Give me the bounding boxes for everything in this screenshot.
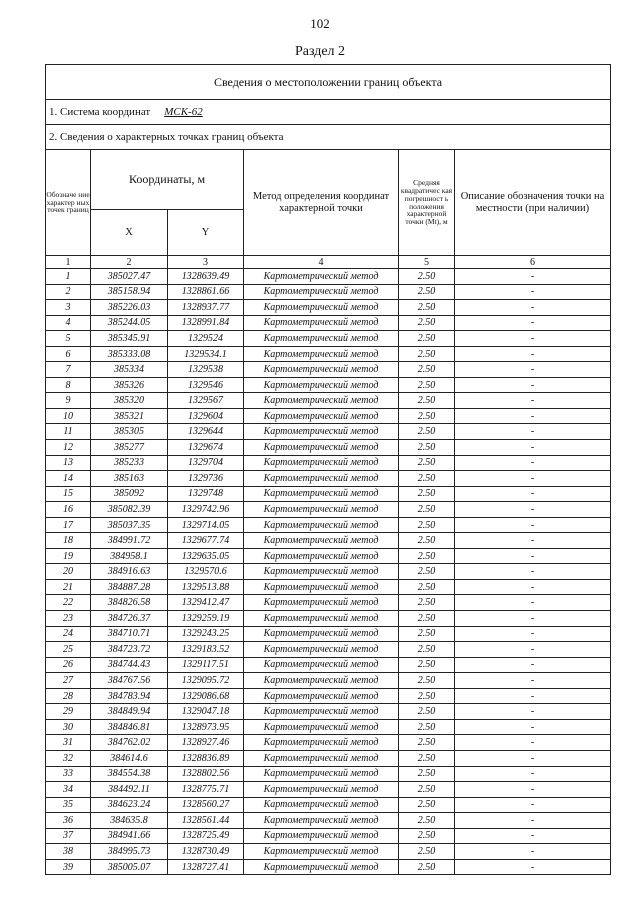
table-row	[46, 393, 611, 409]
point-number-cell: 5	[46, 331, 91, 347]
boundary-table	[45, 64, 611, 875]
x-coordinate-cell: 385226.03	[91, 300, 168, 316]
x-coordinate-cell: 384958.1	[91, 548, 168, 564]
y-coordinate-cell: 1328991.84	[168, 315, 244, 331]
column-number-row	[46, 256, 611, 269]
method-cell: Картометрический метод	[244, 735, 399, 751]
y-coordinate-cell: 1329714.05	[168, 517, 244, 533]
y-coordinate-cell: 1328727.41	[168, 859, 244, 875]
x-coordinate-cell: 384623.24	[91, 797, 168, 813]
x-coordinate-cell: 384726.37	[91, 611, 168, 627]
x-coordinate-cell: 384710.71	[91, 626, 168, 642]
column-number: 1	[46, 256, 91, 269]
method-cell: Картометрический метод	[244, 564, 399, 580]
table-row	[46, 595, 611, 611]
accuracy-cell: 2.50	[399, 782, 455, 798]
point-number-cell: 32	[46, 750, 91, 766]
method-cell: Картометрический метод	[244, 362, 399, 378]
method-cell: Картометрический метод	[244, 517, 399, 533]
description-cell: -	[455, 719, 611, 735]
table-row	[46, 362, 611, 378]
point-number-cell: 29	[46, 704, 91, 720]
y-coordinate-cell: 1329259.19	[168, 611, 244, 627]
x-coordinate-cell: 385333.08	[91, 346, 168, 362]
table-row	[46, 642, 611, 658]
column-number: 6	[455, 256, 611, 269]
point-number-cell: 17	[46, 517, 91, 533]
x-coordinate-cell: 384916.63	[91, 564, 168, 580]
description-cell: -	[455, 502, 611, 518]
point-number-cell: 21	[46, 579, 91, 595]
table-row	[46, 455, 611, 471]
y-coordinate-cell: 1328836.89	[168, 750, 244, 766]
description-cell: -	[455, 471, 611, 487]
point-number-cell: 37	[46, 828, 91, 844]
table-row	[46, 424, 611, 440]
method-cell: Картометрический метод	[244, 813, 399, 829]
column-number: 2	[91, 256, 168, 269]
y-coordinate-cell: 1329748	[168, 486, 244, 502]
description-cell: -	[455, 642, 611, 658]
table-row	[46, 502, 611, 518]
coord-system-label: 1. Система координат	[49, 106, 151, 118]
description-cell: -	[455, 455, 611, 471]
x-coordinate-cell: 385244.05	[91, 315, 168, 331]
header-description: Описание обозначения точки на местности (при наличии)	[455, 150, 611, 256]
table-row	[46, 828, 611, 844]
x-coordinate-cell: 384635.8	[91, 813, 168, 829]
point-number-cell: 4	[46, 315, 91, 331]
table-row	[46, 284, 611, 300]
coord-system-line	[46, 100, 611, 125]
description-cell: -	[455, 486, 611, 502]
method-cell: Картометрический метод	[244, 766, 399, 782]
description-cell: -	[455, 548, 611, 564]
description-cell: -	[455, 673, 611, 689]
method-cell: Картометрический метод	[244, 455, 399, 471]
point-number-cell: 24	[46, 626, 91, 642]
method-cell: Картометрический метод	[244, 440, 399, 456]
accuracy-cell: 2.50	[399, 393, 455, 409]
column-number: 3	[168, 256, 244, 269]
accuracy-cell: 2.50	[399, 377, 455, 393]
point-number-cell: 12	[46, 440, 91, 456]
y-coordinate-cell: 1329635.05	[168, 548, 244, 564]
x-coordinate-cell: 384995.73	[91, 844, 168, 860]
y-coordinate-cell: 1329677.74	[168, 533, 244, 549]
description-cell: -	[455, 424, 611, 440]
point-number-cell: 13	[46, 455, 91, 471]
header-coordinates: Координаты, м	[91, 150, 244, 210]
y-coordinate-cell: 1328561.44	[168, 813, 244, 829]
x-coordinate-cell: 385082.39	[91, 502, 168, 518]
x-coordinate-cell: 385321	[91, 408, 168, 424]
point-number-cell: 31	[46, 735, 91, 751]
table-row	[46, 750, 611, 766]
accuracy-cell: 2.50	[399, 844, 455, 860]
table-row	[46, 533, 611, 549]
point-number-cell: 38	[46, 844, 91, 860]
y-coordinate-cell: 1329524	[168, 331, 244, 347]
point-number-cell: 14	[46, 471, 91, 487]
y-coordinate-cell: 1329546	[168, 377, 244, 393]
table-row	[46, 331, 611, 347]
x-coordinate-cell: 385233	[91, 455, 168, 471]
table-row	[46, 517, 611, 533]
table-row	[46, 673, 611, 689]
x-coordinate-cell: 384849.94	[91, 704, 168, 720]
accuracy-cell: 2.50	[399, 688, 455, 704]
accuracy-cell: 2.50	[399, 797, 455, 813]
method-cell: Картометрический метод	[244, 331, 399, 347]
accuracy-cell: 2.50	[399, 533, 455, 549]
accuracy-cell: 2.50	[399, 673, 455, 689]
section-title: Раздел 2	[294, 44, 346, 59]
table-row	[46, 813, 611, 829]
description-cell: -	[455, 828, 611, 844]
y-coordinate-cell: 1329604	[168, 408, 244, 424]
accuracy-cell: 2.50	[399, 346, 455, 362]
accuracy-cell: 2.50	[399, 455, 455, 471]
description-cell: -	[455, 440, 611, 456]
table-row	[46, 269, 611, 285]
point-number-cell: 25	[46, 642, 91, 658]
point-number-cell: 27	[46, 673, 91, 689]
accuracy-cell: 2.50	[399, 300, 455, 316]
method-cell: Картометрический метод	[244, 393, 399, 409]
x-coordinate-cell: 384941.66	[91, 828, 168, 844]
table-row	[46, 471, 611, 487]
x-coordinate-cell: 385345.91	[91, 331, 168, 347]
method-cell: Картометрический метод	[244, 315, 399, 331]
points-label: 2. Сведения о характерных точках границ объекта	[46, 125, 611, 150]
method-cell: Картометрический метод	[244, 673, 399, 689]
table-caption: Сведения о местоположении границ объекта	[46, 65, 611, 100]
point-number-cell: 35	[46, 797, 91, 813]
x-coordinate-cell: 384554.38	[91, 766, 168, 782]
method-cell: Картометрический метод	[244, 548, 399, 564]
accuracy-cell: 2.50	[399, 408, 455, 424]
x-coordinate-cell: 385027.47	[91, 269, 168, 285]
table-row	[46, 626, 611, 642]
x-coordinate-cell: 385037.35	[91, 517, 168, 533]
page-number: 102	[310, 16, 330, 31]
point-number-cell: 30	[46, 719, 91, 735]
y-coordinate-cell: 1329243.25	[168, 626, 244, 642]
x-coordinate-cell: 385277	[91, 440, 168, 456]
y-coordinate-cell: 1329644	[168, 424, 244, 440]
table-row	[46, 564, 611, 580]
point-number-cell: 39	[46, 859, 91, 875]
y-coordinate-cell: 1329736	[168, 471, 244, 487]
table-row	[46, 859, 611, 875]
x-coordinate-cell: 384826.58	[91, 595, 168, 611]
description-cell: -	[455, 844, 611, 860]
method-cell: Картометрический метод	[244, 782, 399, 798]
table-row	[46, 548, 611, 564]
description-cell: -	[455, 408, 611, 424]
description-cell: -	[455, 393, 611, 409]
point-number-cell: 11	[46, 424, 91, 440]
point-number-cell: 36	[46, 813, 91, 829]
method-cell: Картометрический метод	[244, 486, 399, 502]
y-coordinate-cell: 1329742.96	[168, 502, 244, 518]
point-number-cell: 3	[46, 300, 91, 316]
x-coordinate-cell: 385326	[91, 377, 168, 393]
description-cell: -	[455, 331, 611, 347]
point-number-cell: 20	[46, 564, 91, 580]
y-coordinate-cell: 1329095.72	[168, 673, 244, 689]
method-cell: Картометрический метод	[244, 828, 399, 844]
table-row	[46, 408, 611, 424]
x-coordinate-cell: 384744.43	[91, 657, 168, 673]
table-row	[46, 486, 611, 502]
description-cell: -	[455, 735, 611, 751]
accuracy-cell: 2.50	[399, 284, 455, 300]
description-cell: -	[455, 579, 611, 595]
method-cell: Картометрический метод	[244, 269, 399, 285]
point-number-cell: 6	[46, 346, 91, 362]
y-coordinate-cell: 1328861.66	[168, 284, 244, 300]
accuracy-cell: 2.50	[399, 735, 455, 751]
method-cell: Картометрический метод	[244, 471, 399, 487]
x-coordinate-cell: 384846.81	[91, 719, 168, 735]
method-cell: Картометрический метод	[244, 611, 399, 627]
description-cell: -	[455, 362, 611, 378]
x-coordinate-cell: 384783.94	[91, 688, 168, 704]
table-row	[46, 579, 611, 595]
header-x: X	[91, 210, 168, 256]
description-cell: -	[455, 346, 611, 362]
y-coordinate-cell: 1329047.18	[168, 704, 244, 720]
x-coordinate-cell: 384991.72	[91, 533, 168, 549]
y-coordinate-cell: 1329538	[168, 362, 244, 378]
method-cell: Картометрический метод	[244, 844, 399, 860]
point-number-cell: 19	[46, 548, 91, 564]
x-coordinate-cell: 384762.02	[91, 735, 168, 751]
description-cell: -	[455, 533, 611, 549]
table-row	[46, 782, 611, 798]
method-cell: Картометрический метод	[244, 377, 399, 393]
x-coordinate-cell: 385163	[91, 471, 168, 487]
x-coordinate-cell: 385334	[91, 362, 168, 378]
y-coordinate-cell: 1329513.88	[168, 579, 244, 595]
y-coordinate-cell: 1328927.46	[168, 735, 244, 751]
table-row	[46, 300, 611, 316]
accuracy-cell: 2.50	[399, 859, 455, 875]
description-cell: -	[455, 517, 611, 533]
description-cell: -	[455, 564, 611, 580]
table-row	[46, 735, 611, 751]
method-cell: Картометрический метод	[244, 797, 399, 813]
table-row	[46, 440, 611, 456]
y-coordinate-cell: 1329412.47	[168, 595, 244, 611]
x-coordinate-cell: 384887.28	[91, 579, 168, 595]
x-coordinate-cell: 384492.11	[91, 782, 168, 798]
method-cell: Картометрический метод	[244, 408, 399, 424]
accuracy-cell: 2.50	[399, 626, 455, 642]
method-cell: Картометрический метод	[244, 688, 399, 704]
point-number-cell: 7	[46, 362, 91, 378]
y-coordinate-cell: 1329183.52	[168, 642, 244, 658]
y-coordinate-cell: 1329086.68	[168, 688, 244, 704]
accuracy-cell: 2.50	[399, 471, 455, 487]
method-cell: Картометрический метод	[244, 533, 399, 549]
description-cell: -	[455, 377, 611, 393]
y-coordinate-cell: 1329534.1	[168, 346, 244, 362]
accuracy-cell: 2.50	[399, 548, 455, 564]
accuracy-cell: 2.50	[399, 750, 455, 766]
accuracy-cell: 2.50	[399, 331, 455, 347]
column-number: 5	[399, 256, 455, 269]
point-number-cell: 22	[46, 595, 91, 611]
description-cell: -	[455, 782, 611, 798]
table-row	[46, 657, 611, 673]
method-cell: Картометрический метод	[244, 284, 399, 300]
y-coordinate-cell: 1328725.49	[168, 828, 244, 844]
method-cell: Картометрический метод	[244, 579, 399, 595]
point-number-cell: 2	[46, 284, 91, 300]
description-cell: -	[455, 657, 611, 673]
point-number-cell: 15	[46, 486, 91, 502]
y-coordinate-cell: 1329674	[168, 440, 244, 456]
method-cell: Картометрический метод	[244, 502, 399, 518]
point-number-cell: 10	[46, 408, 91, 424]
y-coordinate-cell: 1329117.51	[168, 657, 244, 673]
description-cell: -	[455, 626, 611, 642]
table-row	[46, 377, 611, 393]
point-number-cell: 8	[46, 377, 91, 393]
description-cell: -	[455, 595, 611, 611]
method-cell: Картометрический метод	[244, 300, 399, 316]
x-coordinate-cell: 385092	[91, 486, 168, 502]
description-cell: -	[455, 797, 611, 813]
y-coordinate-cell: 1328560.27	[168, 797, 244, 813]
table-row	[46, 688, 611, 704]
accuracy-cell: 2.50	[399, 719, 455, 735]
coord-system-value: МСК-62	[164, 106, 203, 118]
accuracy-cell: 2.50	[399, 564, 455, 580]
method-cell: Картометрический метод	[244, 719, 399, 735]
method-cell: Картометрический метод	[244, 346, 399, 362]
table-row	[46, 346, 611, 362]
method-cell: Картометрический метод	[244, 595, 399, 611]
description-cell: -	[455, 611, 611, 627]
header-y: Y	[168, 210, 244, 256]
description-cell: -	[455, 269, 611, 285]
accuracy-cell: 2.50	[399, 813, 455, 829]
table-row	[46, 704, 611, 720]
table-row	[46, 844, 611, 860]
x-coordinate-cell: 384723.72	[91, 642, 168, 658]
header-method: Метод определения координат характерной точки	[244, 150, 399, 256]
accuracy-cell: 2.50	[399, 579, 455, 595]
accuracy-cell: 2.50	[399, 766, 455, 782]
method-cell: Картометрический метод	[244, 626, 399, 642]
description-cell: -	[455, 284, 611, 300]
method-cell: Картометрический метод	[244, 859, 399, 875]
accuracy-cell: 2.50	[399, 828, 455, 844]
y-coordinate-cell: 1328730.49	[168, 844, 244, 860]
description-cell: -	[455, 300, 611, 316]
table-row	[46, 719, 611, 735]
accuracy-cell: 2.50	[399, 642, 455, 658]
description-cell: -	[455, 859, 611, 875]
description-cell: -	[455, 766, 611, 782]
point-number-cell: 9	[46, 393, 91, 409]
y-coordinate-cell: 1328937.77	[168, 300, 244, 316]
y-coordinate-cell: 1328973.95	[168, 719, 244, 735]
accuracy-cell: 2.50	[399, 657, 455, 673]
y-coordinate-cell: 1329567	[168, 393, 244, 409]
y-coordinate-cell: 1328802.56	[168, 766, 244, 782]
x-coordinate-cell: 385005.07	[91, 859, 168, 875]
table-row	[46, 315, 611, 331]
description-cell: -	[455, 688, 611, 704]
description-cell: -	[455, 704, 611, 720]
accuracy-cell: 2.50	[399, 362, 455, 378]
accuracy-cell: 2.50	[399, 424, 455, 440]
x-coordinate-cell: 384614.6	[91, 750, 168, 766]
description-cell: -	[455, 813, 611, 829]
method-cell: Картометрический метод	[244, 424, 399, 440]
point-number-cell: 18	[46, 533, 91, 549]
accuracy-cell: 2.50	[399, 611, 455, 627]
x-coordinate-cell: 385158.94	[91, 284, 168, 300]
column-number: 4	[244, 256, 399, 269]
method-cell: Картометрический метод	[244, 704, 399, 720]
accuracy-cell: 2.50	[399, 595, 455, 611]
point-number-cell: 34	[46, 782, 91, 798]
accuracy-cell: 2.50	[399, 486, 455, 502]
header-accuracy: Средняя квадратичес кая погрешност ь положения характерной точки (Мt), м	[399, 150, 455, 256]
point-number-cell: 1	[46, 269, 91, 285]
accuracy-cell: 2.50	[399, 502, 455, 518]
y-coordinate-cell: 1328639.49	[168, 269, 244, 285]
point-number-cell: 33	[46, 766, 91, 782]
point-number-cell: 16	[46, 502, 91, 518]
header-designation: Обозначе ние характер ных точек границ	[46, 150, 91, 256]
x-coordinate-cell: 384767.56	[91, 673, 168, 689]
accuracy-cell: 2.50	[399, 517, 455, 533]
point-number-cell: 28	[46, 688, 91, 704]
description-cell: -	[455, 315, 611, 331]
y-coordinate-cell: 1328775.71	[168, 782, 244, 798]
y-coordinate-cell: 1329570.6	[168, 564, 244, 580]
accuracy-cell: 2.50	[399, 315, 455, 331]
table-row	[46, 766, 611, 782]
table-row	[46, 611, 611, 627]
y-coordinate-cell: 1329704	[168, 455, 244, 471]
description-cell: -	[455, 750, 611, 766]
point-number-cell: 26	[46, 657, 91, 673]
x-coordinate-cell: 385305	[91, 424, 168, 440]
method-cell: Картометрический метод	[244, 642, 399, 658]
method-cell: Картометрический метод	[244, 657, 399, 673]
accuracy-cell: 2.50	[399, 440, 455, 456]
accuracy-cell: 2.50	[399, 269, 455, 285]
accuracy-cell: 2.50	[399, 704, 455, 720]
point-number-cell: 23	[46, 611, 91, 627]
x-coordinate-cell: 385320	[91, 393, 168, 409]
table-row	[46, 797, 611, 813]
method-cell: Картометрический метод	[244, 750, 399, 766]
